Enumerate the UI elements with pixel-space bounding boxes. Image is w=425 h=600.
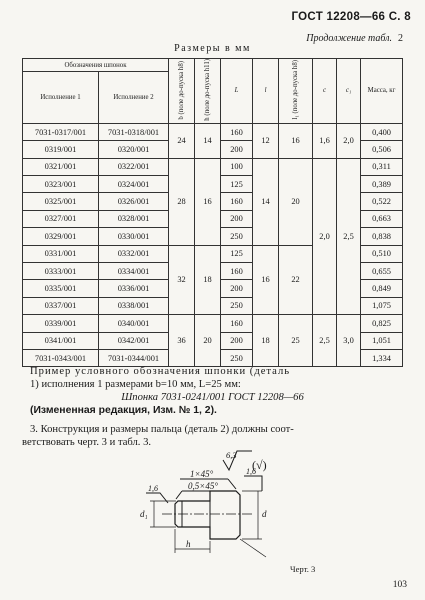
- clause-3-line-1: 3. Конструкция и размеры пальца (деталь 2) должны соот-: [30, 424, 294, 435]
- dim-h: h: [186, 539, 191, 549]
- cell-l1: 16: [279, 123, 313, 158]
- cell-mass: 0,311: [361, 158, 403, 175]
- cell-mass: 0,838: [361, 228, 403, 245]
- cell-mass: 0,510: [361, 245, 403, 262]
- cell-version-2: 0340/001: [99, 315, 169, 332]
- amendment-note: (Измененная редакция, Изм. № 1, 2).: [30, 405, 217, 416]
- cell-mass: 0,389: [361, 176, 403, 193]
- example-designation: Шпонка 7031-0241/001 ГОСТ 12208—66: [121, 392, 304, 403]
- cell-version-2: 0338/001: [99, 297, 169, 314]
- cell-c1: 3,0: [337, 315, 361, 367]
- cell-version-1: 0335/001: [23, 280, 99, 297]
- table-row: [23, 158, 403, 175]
- table-row: [23, 315, 403, 332]
- header-version-1: Исполнение 1: [23, 72, 99, 124]
- header-L: L: [221, 59, 253, 124]
- header-version-2: Исполнение 2: [99, 72, 169, 124]
- cell-c: 2,0: [313, 158, 337, 315]
- cell-version-2: 0336/001: [99, 280, 169, 297]
- cell-l1: 25: [279, 315, 313, 367]
- roughness-value: 6,3: [226, 450, 237, 460]
- figure-label: Черт. 3: [290, 564, 316, 574]
- cell-mass: 0,400: [361, 123, 403, 140]
- cell-version-2: 7031-0344/001: [99, 349, 169, 366]
- cell-mass: 1,051: [361, 332, 403, 349]
- sizes-title: Размеры в мм: [174, 43, 251, 54]
- cell-L: 200: [221, 280, 253, 297]
- cell-L: 250: [221, 297, 253, 314]
- cell-version-2: 0328/001: [99, 210, 169, 227]
- header-b: [169, 59, 195, 124]
- cell-version-2: 0330/001: [99, 228, 169, 245]
- header-l: l: [253, 59, 279, 124]
- page-number: 103: [392, 580, 407, 590]
- header-mass: Масса, кг: [361, 59, 403, 124]
- cell-c1: 2,0: [337, 123, 361, 158]
- cell-L: 125: [221, 245, 253, 262]
- header-b-text: b (поле до-пуска h8): [177, 60, 185, 120]
- header-l1: [279, 59, 313, 124]
- cell-l: 18: [253, 315, 279, 367]
- cell-version-2: 0342/001: [99, 332, 169, 349]
- cell-mass: 0,663: [361, 210, 403, 227]
- table-row: [23, 123, 403, 140]
- clause-3-line-2: ветствовать черт. 3 и табл. 3.: [22, 437, 152, 448]
- cell-version-1: 0331/001: [23, 245, 99, 262]
- cell-L: 200: [221, 141, 253, 158]
- cell-version-1: 0323/001: [23, 176, 99, 193]
- header-c1: c₁: [337, 59, 361, 124]
- chamfer-1: 1×45°: [190, 469, 214, 479]
- cell-l: 16: [253, 245, 279, 315]
- cell-h: 18: [195, 245, 221, 315]
- cell-L: 250: [221, 228, 253, 245]
- cell-mass: 1,075: [361, 297, 403, 314]
- cell-version-1: 0341/001: [23, 332, 99, 349]
- cell-h: 16: [195, 158, 221, 245]
- cell-version-1: 0339/001: [23, 315, 99, 332]
- chamfer-2: 0,5×45°: [188, 481, 218, 491]
- cell-version-2: 0324/001: [99, 176, 169, 193]
- finish-right: 1,6: [246, 467, 256, 476]
- example-line-1: Пример условного обозначения шпонки (деталь: [30, 366, 291, 377]
- header-l1-text: l₁ (поле до-пуска h8): [291, 60, 299, 120]
- cell-mass: 0,522: [361, 193, 403, 210]
- cell-version-1: 0333/001: [23, 262, 99, 279]
- dim-d1: d₁: [140, 509, 148, 519]
- cell-version-2: 0322/001: [99, 158, 169, 175]
- cell-version-2: 7031-0318/001: [99, 123, 169, 140]
- cell-c: 2,5: [313, 315, 337, 367]
- cell-version-2: 0332/001: [99, 245, 169, 262]
- roughness-check-icon: (√): [252, 458, 267, 472]
- cell-b: 24: [169, 123, 195, 158]
- cell-version-1: 0325/001: [23, 193, 99, 210]
- cell-b: 32: [169, 245, 195, 315]
- pin-drawing: [0, 445, 425, 563]
- cell-L: 250: [221, 349, 253, 366]
- cell-version-1: 0321/001: [23, 158, 99, 175]
- cell-b: 28: [169, 158, 195, 245]
- cell-L: 160: [221, 123, 253, 140]
- cell-version-1: 0327/001: [23, 210, 99, 227]
- cell-mass: 1,334: [361, 349, 403, 366]
- cell-version-1: 0319/001: [23, 141, 99, 158]
- cell-mass: 0,655: [361, 262, 403, 279]
- dim-d: d: [262, 509, 267, 519]
- continuation-number: 2: [398, 33, 403, 44]
- cell-L: 200: [221, 210, 253, 227]
- cell-version-2: 0320/001: [99, 141, 169, 158]
- cell-mass: 0,825: [361, 315, 403, 332]
- cell-h: 14: [195, 123, 221, 158]
- header-h: [195, 59, 221, 124]
- cell-L: 160: [221, 262, 253, 279]
- cell-c1: 2,5: [337, 158, 361, 315]
- finish-left: 1,6: [148, 484, 158, 493]
- header-designations: Обозначения шпонок: [23, 59, 169, 72]
- header-h-text: h (поле до-пуска h11): [203, 59, 211, 121]
- cell-version-1: 0329/001: [23, 228, 99, 245]
- page-header: ГОСТ 12208—66 С. 8: [291, 11, 411, 23]
- cell-L: 125: [221, 176, 253, 193]
- header-c: c: [313, 59, 337, 124]
- example-line-2: 1) исполнения 1 размерами b=10 мм, L=25 мм:: [30, 379, 241, 390]
- cell-l: 12: [253, 123, 279, 158]
- cell-L: 160: [221, 193, 253, 210]
- cell-b: 36: [169, 315, 195, 367]
- cell-mass: 0,506: [361, 141, 403, 158]
- cell-version-1: 0337/001: [23, 297, 99, 314]
- cell-l1: 22: [279, 245, 313, 315]
- cell-version-2: 0334/001: [99, 262, 169, 279]
- cell-c: 1,6: [313, 123, 337, 158]
- cell-L: 200: [221, 332, 253, 349]
- cell-h: 20: [195, 315, 221, 367]
- cell-L: 100: [221, 158, 253, 175]
- keys-table: [22, 58, 403, 367]
- cell-L: 160: [221, 315, 253, 332]
- cell-l1: 20: [279, 158, 313, 245]
- cell-l: 14: [253, 158, 279, 245]
- cell-version-1: 7031-0317/001: [23, 123, 99, 140]
- continuation-label: Продолжение табл.: [306, 33, 392, 44]
- cell-mass: 0,849: [361, 280, 403, 297]
- cell-version-2: 0326/001: [99, 193, 169, 210]
- cell-version-1: 7031-0343/001: [23, 349, 99, 366]
